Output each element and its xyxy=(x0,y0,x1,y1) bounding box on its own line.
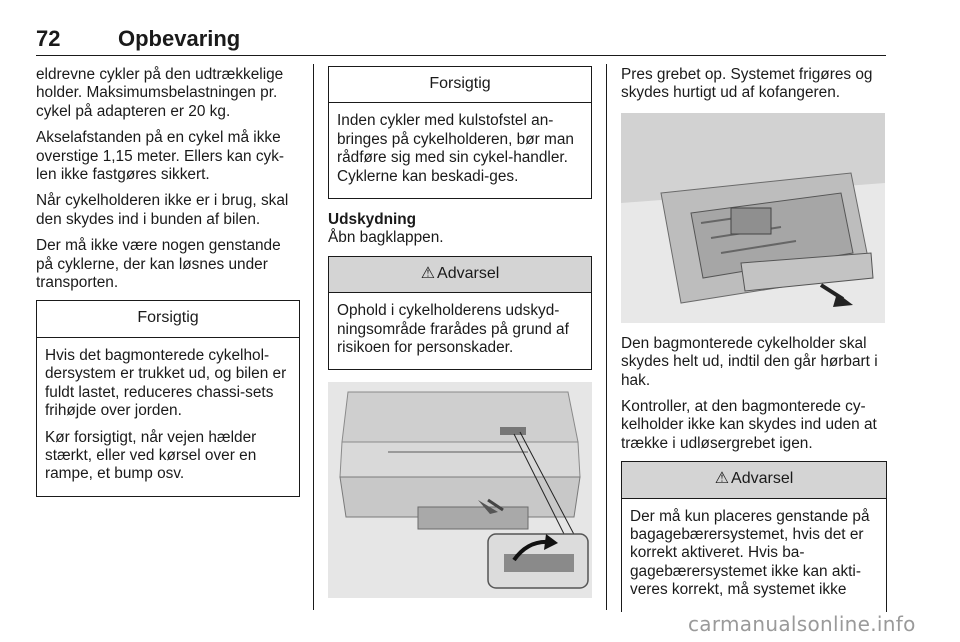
page-number: 72 xyxy=(36,26,61,51)
column-divider-1 xyxy=(313,64,314,610)
tailgate-illustration-svg xyxy=(328,382,592,598)
column-3 xyxy=(621,66,887,624)
paragraph: Når cykelholderen ikke er i brug, skal den skydes ind i bunden af bilen. xyxy=(36,192,289,228)
caution-title: Forsigtig xyxy=(329,67,591,103)
caution-paragraph: Hvis det bagmonterede cykelhol-dersystem er trukket ud, og bilen er fuldt lastet, reduceres chassi-sets frihøjde over jorden. xyxy=(45,346,287,420)
caution-body xyxy=(37,338,299,496)
warning-icon: ⚠ xyxy=(420,264,436,282)
column-divider-2 xyxy=(606,64,607,610)
subheading: Udskydning xyxy=(328,211,417,229)
warning-box xyxy=(328,256,592,371)
paragraph: Der må ikke være nogen genstande på cyklerne, der kan løsnes under transporten. xyxy=(36,237,281,292)
caution-text: Inden cykler med kulstofstel an-bringes på cykelholderen, bør man rådføre sig med sin cykel-handler. Cyklerne kan beskadi-ges. xyxy=(337,112,574,185)
warning-header xyxy=(622,462,886,498)
warning-icon: ⚠ xyxy=(714,470,730,488)
watermark: carmanualsonline.info xyxy=(688,612,916,636)
paragraph: eldrevne cykler på den udtrækkelige holder. Maksimumsbelastningen pr. cykel på adapteren er 20 kg. xyxy=(36,66,284,120)
caution-paragraph: Kør forsigtigt, når vejen hælder stærkt, eller ved kørsel over en rampe, et bump osv. xyxy=(45,428,257,483)
warning-body xyxy=(622,499,886,612)
warning-box xyxy=(621,461,887,611)
bike-carrier-illustration-svg xyxy=(621,113,885,323)
instruction: Åbn bagklappen. xyxy=(328,229,444,247)
tailgate-release-illustration xyxy=(328,382,592,598)
paragraph: Den bagmonterede cykelholder skal skydes helt ud, indtil den går hørbart i hak. xyxy=(621,334,878,389)
bike-carrier-extended-illustration xyxy=(621,113,885,323)
column-1 xyxy=(36,66,300,509)
page-header xyxy=(36,26,886,52)
paragraph: Kontroller, at den bagmonterede cy-kelholder ikke kan skydes ind uden at trække i udløsergrebet igen. xyxy=(621,398,877,452)
chapter-title: Opbevaring xyxy=(118,26,241,51)
header-rule xyxy=(36,55,886,56)
warning-title: Advarsel xyxy=(731,470,794,488)
warning-text: Der må kun placeres genstande på bagagebærersystemet, hvis det er korrekt aktiveret. Hvis ba-gagebærersystemet ikke kan akti-veres korrekt, må systemet ikke xyxy=(630,507,870,599)
warning-text: Ophold i cykelholderens udskyd-ningsområde frarådes på grund af risikoen for personskader. xyxy=(337,302,569,357)
caution-box xyxy=(36,300,300,496)
warning-title: Advarsel xyxy=(437,264,500,282)
warning-header xyxy=(329,257,591,293)
column-2 xyxy=(328,66,592,598)
warning-body xyxy=(329,293,591,369)
caution-title: Forsigtig xyxy=(37,301,299,337)
caution-box xyxy=(328,66,592,199)
paragraph: Akselafstanden på en cykel må ikke overstige 1,15 meter. Ellers kan cyk-len ikke fastgøres sikkert. xyxy=(36,129,285,184)
intro-text: Pres grebet op. Systemet frigøres og skydes hurtigt ud af kofangeren. xyxy=(621,66,873,102)
caution-body xyxy=(329,103,591,198)
